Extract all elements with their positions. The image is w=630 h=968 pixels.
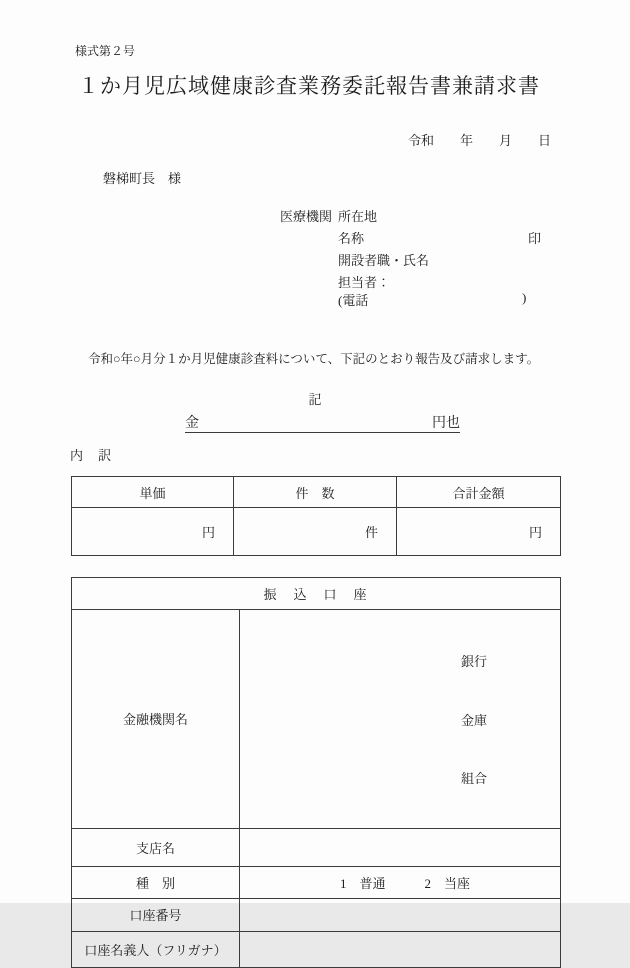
bank-name-label: 金融機関名: [72, 610, 240, 829]
institution-contact-label: 担当者：: [338, 275, 391, 290]
account-type-options: 1 普通 2 当座: [240, 866, 561, 898]
account-holder-label: 口座名義人（フリガナ）: [72, 931, 240, 967]
institution-name-label: 名称: [338, 231, 365, 246]
table-row: [72, 828, 561, 866]
unit-price-cell: 円: [72, 508, 234, 556]
breakdown-value-row: [72, 508, 561, 556]
header-total-amount: 合計金額: [397, 477, 561, 508]
account-type-label: 種 別: [72, 866, 240, 898]
breakdown-header-row: [72, 477, 561, 508]
date-line: 令和 年 月 日: [408, 133, 552, 148]
account-holder-cell: [240, 931, 561, 967]
bank-type-union: 組合: [461, 771, 488, 786]
bank-type-options: [240, 610, 560, 828]
table-row: [72, 610, 561, 829]
institution-label: 医療機関: [280, 209, 333, 224]
addressee: 磐梯町長 様: [103, 171, 182, 186]
bank-type-bank: 銀行: [461, 654, 488, 669]
institution-founder-label: 開設者職・氏名: [338, 253, 430, 268]
transfer-table-title: 振 込 口 座: [72, 578, 561, 610]
phone-close-paren: ): [522, 290, 527, 305]
bank-type-shinkin: 金庫: [461, 712, 488, 728]
amount-line: [185, 411, 460, 433]
amount-suffix: 円也: [432, 416, 460, 431]
bank-name-cell: [240, 610, 561, 829]
total-amount-cell: 円: [397, 508, 561, 556]
institution-address-label: 所在地: [338, 209, 378, 224]
table-row: [72, 866, 561, 898]
transfer-title-row: [72, 578, 561, 610]
account-number-cell: [240, 898, 561, 931]
branch-name-cell: [240, 828, 561, 866]
transfer-account-table: [71, 577, 561, 968]
institution-phone-label: (電話: [338, 293, 369, 308]
seal-placeholder: 印: [528, 231, 542, 246]
form-number: 様式第２号: [75, 44, 136, 58]
case-count-cell: 件: [234, 508, 397, 556]
header-case-count: 件 数: [234, 477, 397, 508]
table-row: [72, 931, 561, 967]
amount-prefix: 金: [185, 416, 199, 431]
ki-heading: 記: [308, 392, 322, 407]
statement-sentence: 令和○年○月分１か月児健康診査料について、下記のとおり報告及び請求します。: [88, 352, 540, 366]
branch-name-label: 支店名: [72, 828, 240, 866]
breakdown-label: 内 訳: [70, 448, 113, 463]
account-number-label: 口座番号: [72, 898, 240, 931]
table-row: [72, 898, 561, 931]
page-title: １か月児広域健康診査業務委託報告書兼請求書: [78, 74, 540, 98]
header-unit-price: 単価: [72, 477, 234, 508]
breakdown-table: [71, 476, 561, 556]
